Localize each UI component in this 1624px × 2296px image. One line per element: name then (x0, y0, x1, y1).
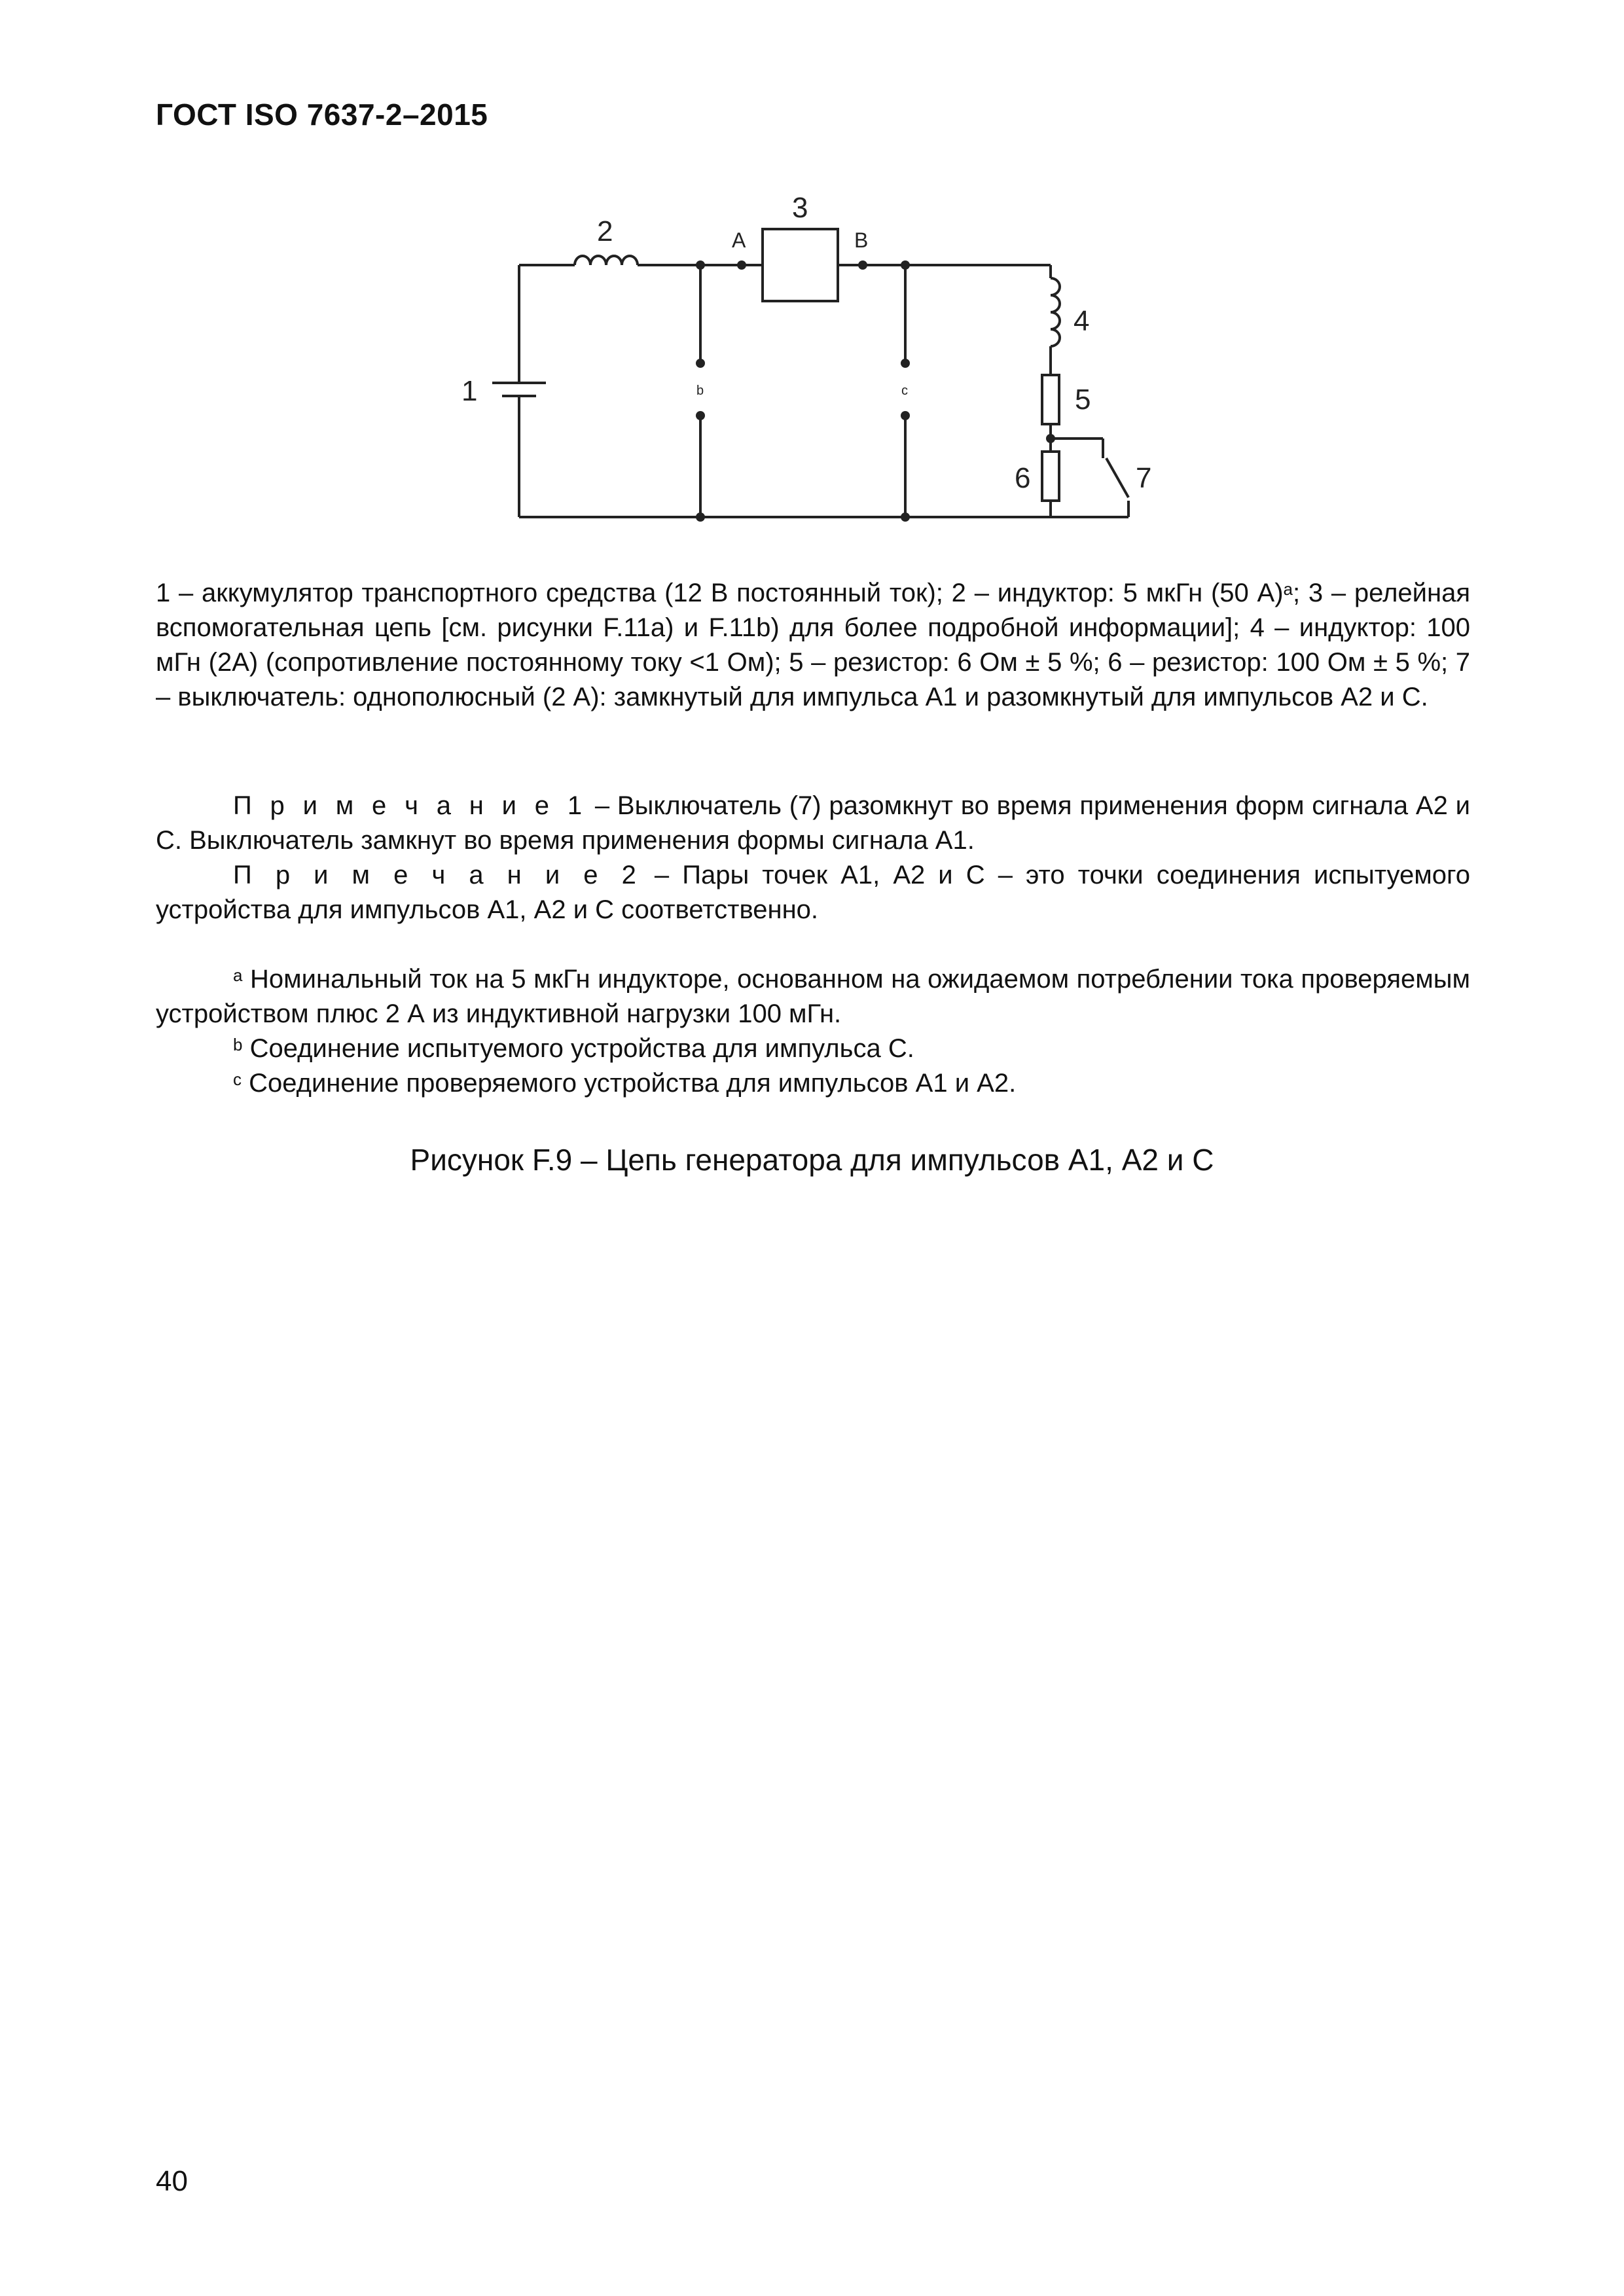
point-c-top-dot (901, 359, 910, 368)
point-c-bottom-dot (901, 411, 910, 420)
label-2: 2 (597, 215, 613, 247)
junction-dot (901, 512, 910, 522)
legend-text-1: 1 – аккумулятор транспортного средства (12 В постоянный ток); 2 – индуктор: 5 мкГн (50 А) (156, 579, 1284, 607)
junction-dot (901, 260, 910, 270)
label-terminal-a: A (732, 228, 746, 252)
footnote-c-mark: c (233, 1069, 242, 1089)
label-terminal-b: B (854, 228, 869, 252)
footnote-b-mark: b (233, 1035, 243, 1054)
note-2 (156, 858, 1470, 927)
footnote-mark-a: a (1283, 579, 1293, 599)
label-1: 1 (461, 375, 478, 407)
page-number: 40 (156, 2165, 188, 2197)
label-6: 6 (1015, 462, 1031, 494)
notes-section (156, 789, 1470, 927)
label-point-c: c (901, 384, 908, 398)
label-7: 7 (1136, 462, 1152, 494)
label-3: 3 (792, 192, 808, 224)
point-b-top-dot (696, 359, 705, 368)
note-1-label: П р и м е ч а н и е 1 (233, 791, 588, 820)
note-2-text: – Пары точек А1, А2 и С – это точки соединения испытуемого устройства для импульсов А1, А2 и С соответственно. (156, 861, 1470, 924)
label-5: 5 (1075, 384, 1091, 416)
terminal-b-dot (858, 260, 867, 270)
document-header: ГОСТ ISO 7637-2–2015 (156, 98, 488, 132)
footnote-b-text: Соединение испытуемого устройства для импульса С. (242, 1034, 914, 1063)
label-point-b: b (696, 384, 704, 398)
junction-dot (1046, 434, 1055, 443)
junction-dot (696, 512, 705, 522)
figure-legend (156, 576, 1470, 715)
terminal-a-dot (737, 260, 746, 270)
device-3-box (763, 229, 838, 301)
footnotes-section (156, 962, 1470, 1101)
circuit-diagram (0, 0, 1624, 576)
note-2-label: П р и м е ч а н и е 2 (233, 861, 641, 889)
inductor-2 (575, 256, 638, 265)
figure-caption: Рисунок F.9 – Цепь генератора для импульсов А1, А2 и С (410, 1143, 1214, 1177)
footnote-c-text: Соединение проверяемого устройства для импульсов А1 и А2. (242, 1069, 1017, 1098)
footnote-a-text: Номинальный ток на 5 мкГн индукторе, основанном на ожидаемом потреблении тока проверяемым устройством плюс 2 А из индуктивной нагрузки 100 мГн. (156, 965, 1470, 1028)
label-4: 4 (1074, 305, 1090, 337)
resistor-5 (1042, 375, 1059, 424)
switch-7-blade (1106, 458, 1128, 497)
footnote-c (156, 1066, 1470, 1101)
resistor-6 (1042, 452, 1059, 501)
junction-dot (696, 260, 705, 270)
note-1 (156, 789, 1470, 858)
footnote-a (156, 962, 1470, 1031)
inductor-4 (1051, 278, 1060, 346)
note-1-text: – Выключатель (7) разомкнут во время применения форм сигнала А2 и С. Выключатель замкнут во время применения формы сигнала А1. (156, 791, 1470, 855)
footnote-a-mark: a (233, 965, 243, 985)
point-b-bottom-dot (696, 411, 705, 420)
legend-text-2: ; 3 – релейная вспомогательная цепь [см. рисунки F.11a) и F.11b) для более подробной информации]; 4 – индуктор: 100 мГн (2А) (сопротивление постоянному току <1 Ом); 5 – резистор: 6 Ом ± 5 %; 6 – резистор: 100 Ом ± 5 %; 7 – выключатель: однополюсный (2 А): замкнутый для импульса А1 и разомкнутый для импульсов А2 и С. (156, 579, 1470, 711)
footnote-b (156, 1031, 1470, 1066)
